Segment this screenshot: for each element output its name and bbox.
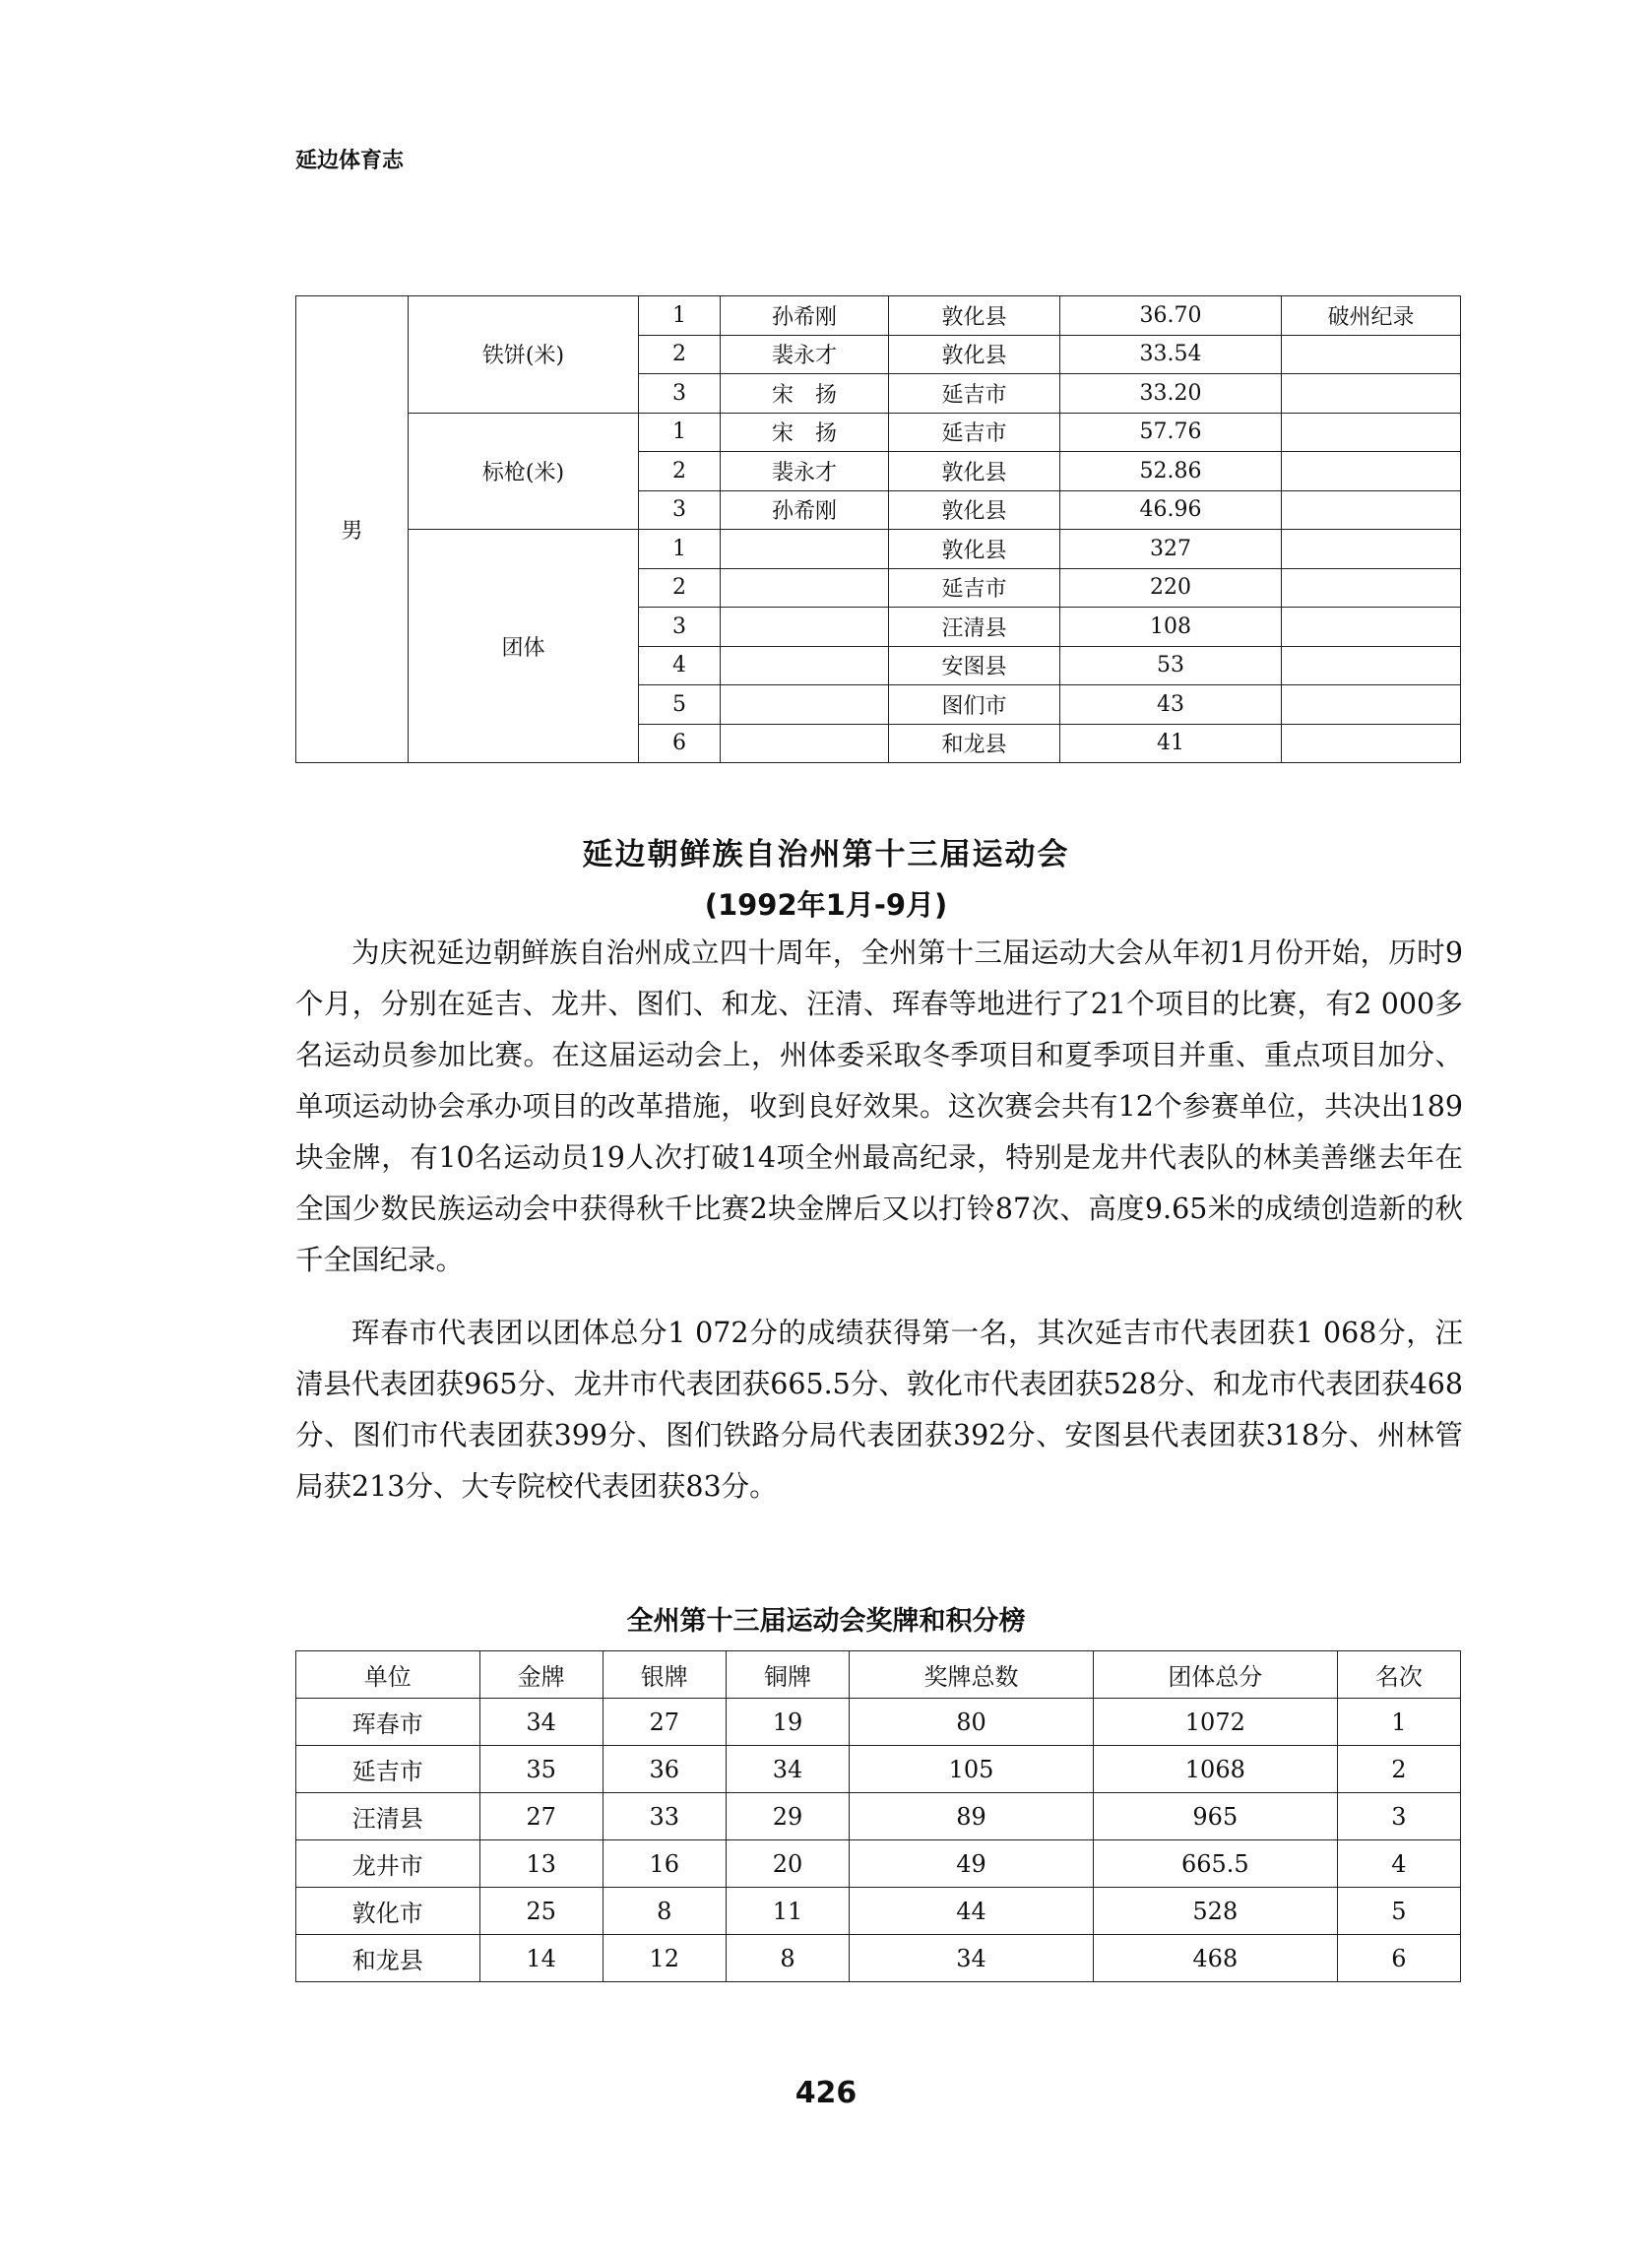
unit-cell: 敦化县 — [889, 490, 1060, 530]
rank-cell: 3 — [639, 608, 721, 647]
rank-cell: 3 — [639, 490, 721, 530]
rank-cell: 2 — [639, 568, 721, 608]
score-cell: 33.20 — [1060, 374, 1282, 414]
table-row — [296, 1840, 1461, 1888]
note-cell — [1282, 608, 1461, 647]
rank-cell: 3 — [639, 374, 721, 414]
athlete-cell: 裴永才 — [721, 452, 889, 491]
note-cell — [1282, 724, 1461, 763]
paragraph: 珲春市代表团以团体总分1 072分的成绩获得第一名，其次延吉市代表团获1 068分，汪清县代表团获965分、龙井市代表团获665.5分、敦化市代表团获528分、和龙市代表团获468分、图们市代表团获399分、图们铁路分局代表团获392分、安图县代表团获318分、州林管局获213分、大专院校代表团获83分。 — [295, 1317, 1463, 1503]
section-title: 延边朝鲜族自治州第十三届运动会 — [582, 837, 1070, 872]
athlete-cell — [721, 646, 889, 685]
table-cell: 3 — [1337, 1793, 1460, 1840]
page-number: 426 — [794, 2076, 858, 2110]
note-cell — [1282, 530, 1461, 569]
score-cell: 327 — [1060, 530, 1282, 569]
table-cell: 34 — [479, 1699, 603, 1746]
table-cell: 27 — [479, 1793, 603, 1840]
table-cell: 16 — [603, 1840, 726, 1888]
note-cell — [1282, 335, 1461, 374]
table-cell: 6 — [1337, 1935, 1460, 1982]
table-cell: 528 — [1093, 1888, 1337, 1935]
event-cell: 铁饼(米) — [409, 296, 639, 414]
column-header: 奖牌总数 — [850, 1651, 1094, 1699]
table-cell: 13 — [479, 1840, 603, 1888]
column-header: 金牌 — [479, 1651, 603, 1699]
table-cell: 20 — [726, 1840, 849, 1888]
table-cell: 8 — [726, 1935, 849, 1982]
rank-cell: 4 — [639, 646, 721, 685]
rank-cell: 1 — [639, 530, 721, 569]
athlete-cell — [721, 608, 889, 647]
table-row — [296, 1935, 1461, 1982]
table-cell: 34 — [726, 1746, 849, 1793]
unit-cell: 图们市 — [889, 685, 1060, 725]
medal-table-title: 全州第十三届运动会奖牌和积分榜 — [626, 1606, 1026, 1637]
athlete-cell: 孙希刚 — [721, 296, 889, 336]
table-row — [296, 413, 1461, 452]
table-cell: 敦化市 — [296, 1888, 480, 1935]
rank-cell: 2 — [639, 335, 721, 374]
unit-cell: 安图县 — [889, 646, 1060, 685]
note-cell — [1282, 413, 1461, 452]
unit-cell: 延吉市 — [889, 568, 1060, 608]
table-cell: 14 — [479, 1935, 603, 1982]
table-cell: 27 — [603, 1699, 726, 1746]
table-cell: 80 — [850, 1699, 1094, 1746]
score-cell: 108 — [1060, 608, 1282, 647]
unit-cell: 敦化县 — [889, 296, 1060, 336]
column-header: 银牌 — [603, 1651, 726, 1699]
score-cell: 53 — [1060, 646, 1282, 685]
running-header: 延边体育志 — [295, 149, 405, 173]
unit-cell: 敦化县 — [889, 335, 1060, 374]
table-cell: 33 — [603, 1793, 726, 1840]
table-row — [296, 1793, 1461, 1840]
table-cell: 468 — [1093, 1935, 1337, 1982]
note-cell — [1282, 374, 1461, 414]
score-cell: 36.70 — [1060, 296, 1282, 336]
table-cell: 12 — [603, 1935, 726, 1982]
table-cell: 29 — [726, 1793, 849, 1840]
results-table — [295, 295, 1461, 763]
table-cell: 36 — [603, 1746, 726, 1793]
table-row — [296, 530, 1461, 569]
event-cell: 团体 — [409, 530, 639, 763]
note-cell — [1282, 452, 1461, 491]
table-row — [296, 296, 1461, 336]
score-cell: 46.96 — [1060, 490, 1282, 530]
score-cell: 33.54 — [1060, 335, 1282, 374]
rank-cell: 1 — [639, 296, 721, 336]
table-cell: 25 — [479, 1888, 603, 1935]
column-header: 单位 — [296, 1651, 480, 1699]
athlete-cell — [721, 685, 889, 725]
table-cell: 8 — [603, 1888, 726, 1935]
table-cell: 19 — [726, 1699, 849, 1746]
event-cell: 标枪(米) — [409, 413, 639, 530]
table-cell: 665.5 — [1093, 1840, 1337, 1888]
section-subtitle: (1992年1月-9月) — [704, 888, 948, 922]
unit-cell: 和龙县 — [889, 724, 1060, 763]
table-cell: 珲春市 — [296, 1699, 480, 1746]
score-cell: 52.86 — [1060, 452, 1282, 491]
column-header: 团体总分 — [1093, 1651, 1337, 1699]
note-cell: 破州纪录 — [1282, 296, 1461, 336]
athlete-cell — [721, 568, 889, 608]
table-cell: 1068 — [1093, 1746, 1337, 1793]
athlete-cell: 裴永才 — [721, 335, 889, 374]
table-cell: 44 — [850, 1888, 1094, 1935]
table-cell: 2 — [1337, 1746, 1460, 1793]
column-header: 铜牌 — [726, 1651, 849, 1699]
unit-cell: 敦化县 — [889, 530, 1060, 569]
table-cell: 105 — [850, 1746, 1094, 1793]
medal-table — [295, 1650, 1461, 1982]
table-cell: 5 — [1337, 1888, 1460, 1935]
table-cell: 11 — [726, 1888, 849, 1935]
unit-cell: 敦化县 — [889, 452, 1060, 491]
table-cell: 延吉市 — [296, 1746, 480, 1793]
note-cell — [1282, 490, 1461, 530]
table-cell: 965 — [1093, 1793, 1337, 1840]
athlete-cell: 孙希刚 — [721, 490, 889, 530]
unit-cell: 延吉市 — [889, 374, 1060, 414]
rank-cell: 1 — [639, 413, 721, 452]
table-cell: 1 — [1337, 1699, 1460, 1746]
note-cell — [1282, 568, 1461, 608]
table-cell: 35 — [479, 1746, 603, 1793]
score-cell: 57.76 — [1060, 413, 1282, 452]
rank-cell: 2 — [639, 452, 721, 491]
table-row — [296, 1888, 1461, 1935]
score-cell: 220 — [1060, 568, 1282, 608]
score-cell: 41 — [1060, 724, 1282, 763]
paragraph: 为庆祝延边朝鲜族自治州成立四十周年，全州第十三届运动大会从年初1月份开始，历时9个月，分别在延吉、龙井、图们、和龙、汪清、珲春等地进行了21个项目的比赛，有2 000多名运动员参加比赛。在这届运动会上，州体委采取冬季项目和夏季项目并重、重点项目加分、单项运动协会承办项目的改革措施，收到良好效果。这次赛会共有12个参赛单位，共决出189块金牌，有10名运动员19人次打破14项全州最高纪录，特别是龙井代表队的林美善继去年在全国少数民族运动会中获得秋千比赛2块金牌后又以打铃87次、高度9.65米的成绩创造新的秋千全国纪录。 — [295, 936, 1463, 1276]
table-row — [296, 1746, 1461, 1793]
gender-cell: 男 — [296, 296, 409, 763]
note-cell — [1282, 685, 1461, 725]
rank-cell: 5 — [639, 685, 721, 725]
rank-cell: 6 — [639, 724, 721, 763]
table-cell: 龙井市 — [296, 1840, 480, 1888]
athlete-cell — [721, 724, 889, 763]
athlete-cell: 宋 扬 — [721, 413, 889, 452]
athlete-cell: 宋 扬 — [721, 374, 889, 414]
table-cell: 1072 — [1093, 1699, 1337, 1746]
unit-cell: 汪清县 — [889, 608, 1060, 647]
score-cell: 43 — [1060, 685, 1282, 725]
table-cell: 34 — [850, 1935, 1094, 1982]
athlete-cell — [721, 530, 889, 569]
table-row — [296, 1699, 1461, 1746]
table-cell: 和龙县 — [296, 1935, 480, 1982]
table-cell: 49 — [850, 1840, 1094, 1888]
table-cell: 4 — [1337, 1840, 1460, 1888]
unit-cell: 延吉市 — [889, 413, 1060, 452]
note-cell — [1282, 646, 1461, 685]
table-cell: 89 — [850, 1793, 1094, 1840]
column-header: 名次 — [1337, 1651, 1460, 1699]
table-cell: 汪清县 — [296, 1793, 480, 1840]
